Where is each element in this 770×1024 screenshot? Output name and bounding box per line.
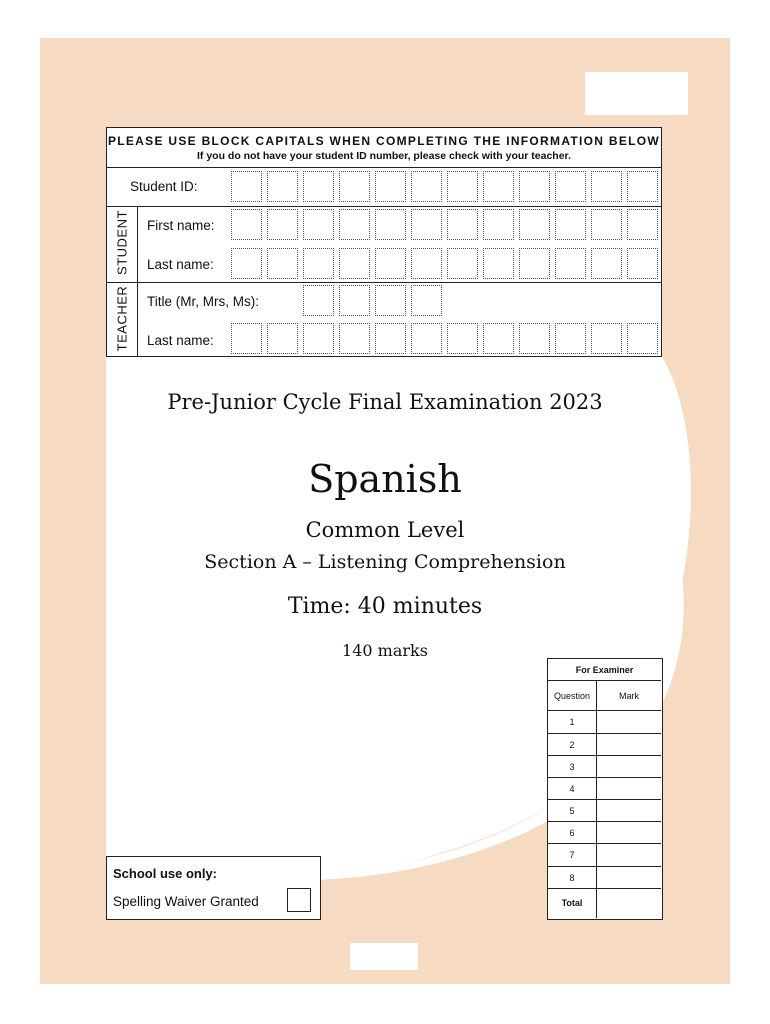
mark-cell[interactable] xyxy=(597,867,661,889)
level-title: Common Level xyxy=(305,518,465,542)
student-last-name-box[interactable] xyxy=(591,248,622,279)
top-right-blank-box xyxy=(585,72,688,115)
examiner-table xyxy=(547,658,663,920)
student-id-box[interactable] xyxy=(375,171,406,202)
teacher-last-name-box[interactable] xyxy=(267,323,298,354)
question-number: 1 xyxy=(548,711,597,734)
first-name-box[interactable] xyxy=(303,209,334,240)
divider xyxy=(107,282,661,283)
info-header xyxy=(107,128,661,168)
school-use-box xyxy=(106,856,321,920)
question-number: 2 xyxy=(548,734,597,756)
teacher-last-name-box[interactable] xyxy=(339,323,370,354)
student-id-box[interactable] xyxy=(519,171,550,202)
student-last-name-box[interactable] xyxy=(627,248,658,279)
teacher-last-name-label: Last name: xyxy=(147,333,214,348)
student-last-name-box[interactable] xyxy=(303,248,334,279)
student-id-box[interactable] xyxy=(267,171,298,202)
question-header: Question xyxy=(548,681,597,711)
first-name-box[interactable] xyxy=(267,209,298,240)
student-id-box[interactable] xyxy=(447,171,478,202)
divider xyxy=(107,206,661,207)
mark-cell[interactable] xyxy=(597,822,661,844)
first-name-box[interactable] xyxy=(555,209,586,240)
title-box[interactable] xyxy=(339,285,370,316)
student-id-box[interactable] xyxy=(483,171,514,202)
bottom-blank-box xyxy=(350,943,418,970)
first-name-box[interactable] xyxy=(483,209,514,240)
examiner-title: For Examiner xyxy=(548,659,661,681)
mark-cell[interactable] xyxy=(597,711,661,734)
student-info-table xyxy=(106,127,662,357)
info-title: PLEASE USE BLOCK CAPITALS WHEN COMPLETING THE INFORMATION BELOW xyxy=(107,134,661,148)
question-number: 6 xyxy=(548,822,597,844)
teacher-last-name-box[interactable] xyxy=(375,323,406,354)
spelling-waiver-checkbox[interactable] xyxy=(287,888,311,912)
first-name-box[interactable] xyxy=(627,209,658,240)
student-id-box[interactable] xyxy=(591,171,622,202)
teacher-last-name-box[interactable] xyxy=(231,323,262,354)
first-name-box[interactable] xyxy=(519,209,550,240)
student-last-name-box[interactable] xyxy=(375,248,406,279)
first-name-box[interactable] xyxy=(339,209,370,240)
first-name-box[interactable] xyxy=(411,209,442,240)
student-id-label: Student ID: xyxy=(130,179,198,194)
student-section-label: STUDENT xyxy=(114,210,130,275)
question-number: 3 xyxy=(548,756,597,778)
mark-cell[interactable] xyxy=(597,756,661,778)
student-last-name-box[interactable] xyxy=(231,248,262,279)
mark-cell[interactable] xyxy=(597,844,661,867)
student-id-box[interactable] xyxy=(231,171,262,202)
teacher-last-name-box[interactable] xyxy=(591,323,622,354)
student-last-name-box[interactable] xyxy=(483,248,514,279)
time-title: Time: 40 minutes xyxy=(287,594,483,619)
first-name-box[interactable] xyxy=(591,209,622,240)
question-number: 8 xyxy=(548,867,597,889)
student-id-box[interactable] xyxy=(627,171,658,202)
total-label: Total xyxy=(548,889,597,918)
mark-cell[interactable] xyxy=(597,734,661,756)
spelling-waiver-label: Spelling Waiver Granted xyxy=(113,894,259,909)
teacher-last-name-box[interactable] xyxy=(411,323,442,354)
teacher-last-name-box[interactable] xyxy=(555,323,586,354)
student-last-name-box[interactable] xyxy=(267,248,298,279)
exam-name: Pre-Junior Cycle Final Examination 2023 xyxy=(167,390,603,414)
teacher-last-name-box[interactable] xyxy=(519,323,550,354)
title-box[interactable] xyxy=(411,285,442,316)
mark-cell[interactable] xyxy=(597,800,661,822)
title-box[interactable] xyxy=(375,285,406,316)
first-name-box[interactable] xyxy=(447,209,478,240)
student-last-name-box[interactable] xyxy=(339,248,370,279)
student-last-name-box[interactable] xyxy=(555,248,586,279)
student-last-name-box[interactable] xyxy=(411,248,442,279)
info-subtitle: If you do not have your student ID number, please check with your teacher. xyxy=(196,150,571,162)
teacher-last-name-box[interactable] xyxy=(447,323,478,354)
title-box[interactable] xyxy=(303,285,334,316)
student-id-box[interactable] xyxy=(555,171,586,202)
marks-title: 140 marks xyxy=(342,641,428,660)
first-name-box[interactable] xyxy=(231,209,262,240)
first-name-label: First name: xyxy=(147,218,215,233)
question-number: 7 xyxy=(548,844,597,867)
student-last-name-box[interactable] xyxy=(447,248,478,279)
subject-title: Spanish xyxy=(308,457,462,501)
total-mark-cell[interactable] xyxy=(597,889,661,918)
teacher-section-label: TEACHER xyxy=(114,285,130,352)
student-id-box[interactable] xyxy=(411,171,442,202)
teacher-last-name-boxes xyxy=(231,323,663,354)
student-id-box[interactable] xyxy=(303,171,334,202)
question-number: 4 xyxy=(548,778,597,800)
student-id-box[interactable] xyxy=(339,171,370,202)
student-last-name-label: Last name: xyxy=(147,257,214,272)
teacher-last-name-box[interactable] xyxy=(483,323,514,354)
student-id-boxes xyxy=(231,171,663,202)
mark-cell[interactable] xyxy=(597,778,661,800)
title-label: Title (Mr, Mrs, Ms): xyxy=(147,294,259,309)
question-number: 5 xyxy=(548,800,597,822)
first-name-boxes xyxy=(231,209,663,240)
student-last-name-box[interactable] xyxy=(519,248,550,279)
teacher-last-name-box[interactable] xyxy=(303,323,334,354)
first-name-box[interactable] xyxy=(375,209,406,240)
mark-header: Mark xyxy=(597,681,661,711)
teacher-last-name-box[interactable] xyxy=(627,323,658,354)
school-use-title: School use only: xyxy=(113,866,218,881)
section-title: Section A – Listening Comprehension xyxy=(204,551,566,573)
title-boxes xyxy=(303,285,447,316)
student-last-name-boxes xyxy=(231,248,663,279)
